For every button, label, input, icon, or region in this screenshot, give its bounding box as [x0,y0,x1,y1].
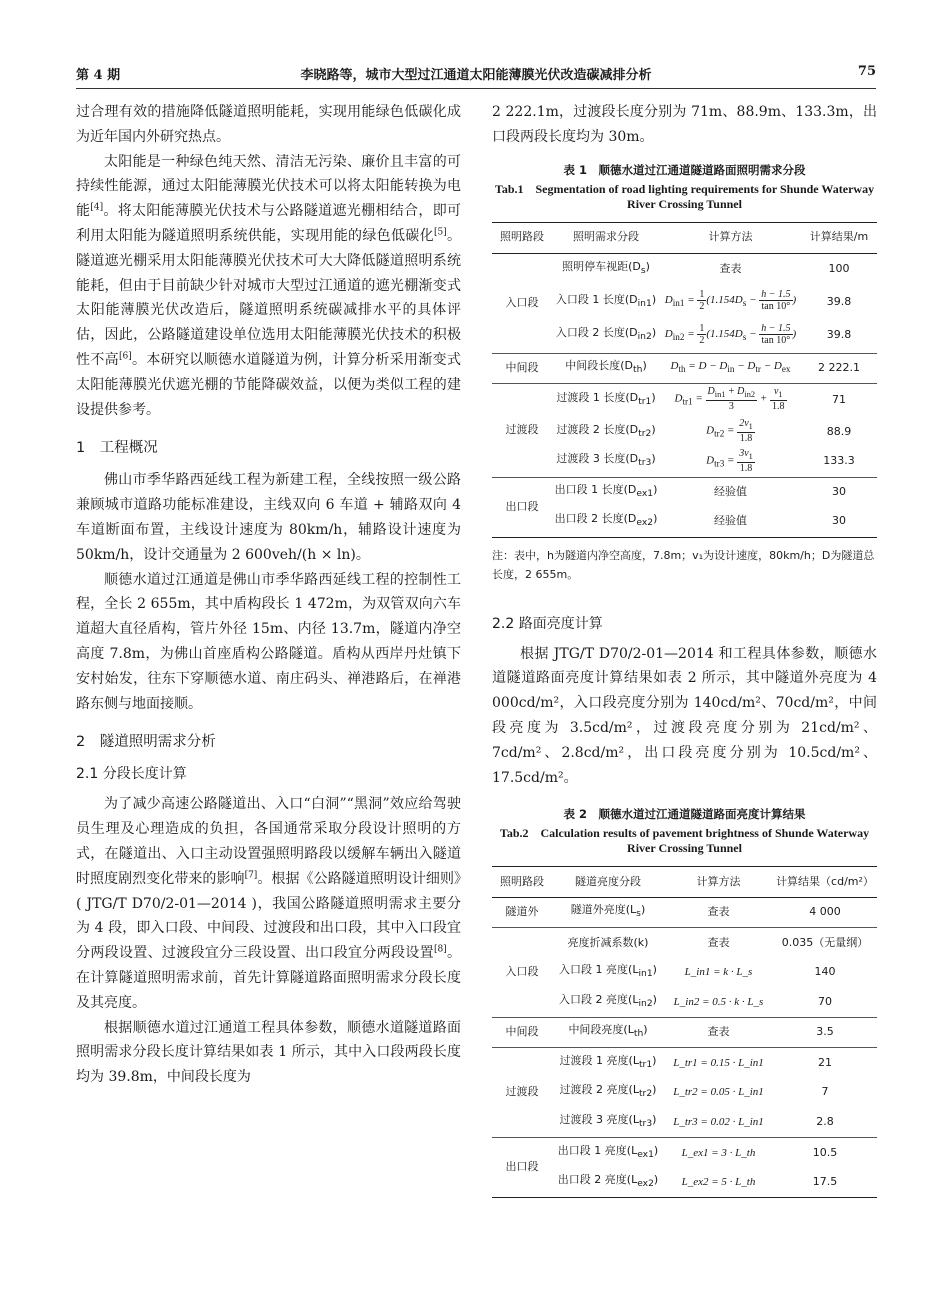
seg-sub: tr2 [638,1088,653,1100]
table-cell [552,1138,664,1168]
seg-end: ) [651,292,657,306]
table-cell [552,958,664,988]
seg-sub: in1 [637,297,652,309]
table-cell: 查表 [719,261,742,275]
seg-sub: tr1 [638,1058,653,1070]
seg-text: 入口段 2 亮度(L [559,993,639,1007]
table-cell: 4 000 [773,898,877,928]
table-cell [552,507,660,537]
seg-text: 隧道外亮度(L [570,903,637,917]
table-cell: 71 [832,392,846,406]
table-cell: 30 [832,484,846,498]
formula-cell: $D_{in2}$ = $\frac{1}{2}$ ($1.154D_s$ − $\frac{h - 1.5}{\tan 10^\circ}$ ) [660,319,801,353]
formula-cell: $D_{in1}$ = $\frac{1}{2}$ ($1.154D_s$ − $\frac{h - 1.5}{\tan 10^\circ}$ ) [664,289,797,313]
header-rule [76,88,876,89]
table-cell [552,417,660,447]
table-row [492,1138,877,1168]
table-row [492,928,877,958]
table-cell: 100 [828,261,850,275]
running-title: 李晓路等，城市大型过江通道太阳能薄膜光伏改造碳减排分析 [300,68,652,83]
table-cell [552,1048,664,1078]
seg-end: ) [653,512,658,526]
seg-sub: in2 [637,331,652,343]
table-cell [552,1168,664,1198]
seg-end: ) [640,903,646,917]
paragraph: 过合理有效的措施降低隧道照明能耗，实现用能绿色低碳化成为近年国内外研究热点。 [76,104,461,145]
formula-cell: L_tr3 = 0.02 · L_in1 [664,1108,773,1138]
section-heading: 2 隧道照明需求分析 [76,734,216,751]
table-row [492,1018,877,1048]
seg-end: ) [642,358,647,372]
seg-text: 照明停车视距(D [562,259,641,273]
seg-end: ) [652,963,657,977]
paragraph: 根据顺德水道过江通道工程具体参数，顺德水道隧道路面照明需求分段长度计算结果如表 1 所示，其中入口段两段长度均为 39.8m，中间段长度为 [76,1019,461,1086]
group-label: 中间段 [492,353,552,383]
seg-end: ) [651,422,656,436]
table-caption-en: Tab.2 Calculation results of pavement brightness of Shunde Waterway River Crossing Tunnel [499,826,870,856]
table-cell [552,447,660,477]
text-run: 太阳能是一种绿色纯天然、清洁无污染、廉价且丰富的可持续性能源，通过太阳能薄膜光伏技术可以将太阳能转换为电能 [76,153,461,220]
table-row [492,898,877,928]
subsection-heading: 2.2 路面亮度计算 [492,615,603,632]
seg-end: ) [651,326,657,340]
table-header-row [492,222,877,253]
seg-end: ) [645,259,650,273]
seg-text: 中间段长度(D [565,358,634,372]
seg-end: ) [653,1143,659,1157]
citation: [6] [118,351,132,362]
table-cell: 133.3 [801,447,877,477]
table-cell: 查表 [707,935,730,949]
table-cell: 经验值 [660,507,801,537]
seg-sub: tr3 [638,457,652,469]
seg-text: 出口段 2 亮度(L [557,1173,638,1187]
text-run: 。根据《公路隧道照明设计细则》( JTG/T D70/2-01—2014 )，我国公路隧道照明需求主要分为 4 段，即入口段、中间段、过渡段和出口段，其中入口段宜分两段设置、过渡段宜分三段设置、出口段宜分两段设置 [76,870,462,962]
table-cell: 亮度折减系数(k) [567,935,649,949]
table-cell: 2 222.1 [801,353,877,383]
table-header-cell: 隧道亮度分段 [552,867,664,898]
seg-text: 出口段 1 长度(D [554,482,637,496]
table-cell [552,383,660,417]
table-note: 注：表中，h为隧道内净空高度，7.8m；v₁为设计速度，80km/h；D为隧道总长度，2 655m。 [492,548,875,581]
table-cell: 3.5 [773,1018,877,1048]
seg-end: ) [651,390,656,404]
table-cell [552,477,660,507]
seg-sub: s [636,908,641,920]
table-cell [552,319,660,353]
table-caption-en: Tab.1 Segmentation of road lighting requirements for Shunde Waterway River Crossing Tunnel [494,181,875,211]
table-cell [552,1018,664,1048]
table-row [492,353,877,383]
section-heading: 1 工程概况 [76,440,158,457]
table-cell: 经验值 [714,484,747,498]
group-label: 过渡段 [492,1048,552,1138]
citation: [7] [244,870,258,881]
table-cell: 2.8 [773,1108,877,1138]
subsection-heading: 2.1 分段长度计算 [76,766,187,783]
seg-end: ) [652,1113,657,1127]
seg-text: 过渡段 1 长度(D [556,390,639,404]
table-header-cell: 照明需求分段 [552,222,660,253]
formula-cell: L_tr2 = 0.05 · L_in1 [673,1086,764,1099]
table-cell: 0.035（无量纲） [781,935,869,949]
table-header-cell: 计算结果/m [801,222,877,253]
formula-cell: L_tr1 = 0.15 · L_in1 [673,1056,764,1069]
table-cell [552,988,664,1018]
table-cell [552,285,660,319]
group-label: 过渡段 [492,383,552,477]
text-run: 为了减少高速公路隧道出、入口“白洞”“黑洞”效应给驾驶员生理及心理造成的负担，各国通常采取分段设计照明的方式，在隧道出、入口主动设置强照明路段以缓解车辆出入隧道时照度剧烈变化带来的影响 [76,796,461,887]
table-cell [552,253,660,285]
seg-sub: s [640,265,646,277]
table-2 [492,866,877,1198]
table-cell: 140 [814,965,836,979]
seg-text: 过渡段 3 长度(D [556,452,639,466]
seg-end: ) [652,1083,657,1097]
group-label: 出口段 [492,1138,552,1198]
seg-text: 过渡段 2 长度(D [556,422,639,436]
formula-cell: $D_{tr2}$ = $\frac{2v_1}{1.8}$ [706,417,753,444]
seg-sub: in1 [638,968,653,980]
text-run: 。隧道遮光棚采用太阳能薄膜光伏技术可大大降低隧道照明系统能耗，但由于目前缺少针对城市大型过江通道的遮光棚渐变式太阳能薄膜光伏改造后，隧道照明系统碳减排水平的具体评估，因此，公路隧道建设单位选用太阳能薄膜光伏技术的积极性不高 [76,227,462,368]
formula-cell: $D_{tr1}$ = $\frac{D_{in1} + D_{in2}}{3}$ + $\frac{v_1}{1.8}$ [674,386,785,413]
running-header [76,64,876,86]
seg-sub: ex1 [636,488,654,500]
seg-sub: th [633,363,643,375]
seg-text: 中间段亮度(L [568,1023,634,1037]
table-row [492,477,877,507]
table-header-cell: 计算结果（cd/m²） [773,867,877,898]
table-cell [552,898,664,928]
seg-sub: tr1 [638,396,652,408]
table-1 [492,222,877,538]
citation: [8] [433,944,447,955]
seg-text: 过渡段 3 亮度(L [559,1113,639,1127]
text-run: 。本研究以顺德水道隧道为例，计算分析采用渐变式太阳能薄膜光伏遮光棚的节能降碳效益，以便为类似工程的建设提供参考。 [76,351,461,418]
table-header-cell: 计算方法 [660,222,801,253]
paragraph: 顺德水道过江通道是佛山市季华路西延线工程的控制性工程，全长 2 655m，其中盾构段长 1 472m，为双管双向六车道超大直径盾构，管片外径 15m、内径 13.7m，隧道内净空高度 7.8m，为佛山首座盾构公路隧道。盾构从西岸丹灶镇下安村始发，往东下穿顺德水道、南庄码头、禅港路后，在禅港路东侧与地面接顺。 [76,571,461,712]
paragraph [76,150,461,423]
paragraph: 佛山市季华路西延线工程为新建工程，全线按照一级公路兼顾城市道路功能标准建设，主线双向 6 车道 + 辅路双向 4 车道断面布置，主线设计速度为 80km/h，辅路设计速度为 50km/h，设计交通量为 2 600veh/(h × ln)。 [76,472,461,563]
table-header-cell: 照明路段 [492,867,552,898]
table-header-cell: 计算方法 [664,867,773,898]
page-number: 75 [857,64,876,79]
table-cell: 30 [801,507,877,537]
table-row [492,253,877,285]
formula-cell: L_ex2 = 5 · L_th [664,1168,773,1198]
table-cell: 17.5 [773,1168,877,1198]
table-row [492,1048,877,1078]
seg-end: ) [652,1053,657,1067]
group-label: 入口段 [492,253,552,353]
right-column [492,100,877,1198]
seg-sub: ex2 [637,1178,654,1190]
seg-sub: ex2 [636,517,654,529]
seg-sub: th [633,1028,644,1040]
seg-sub: tr3 [638,1118,653,1130]
formula-cell: $D_{th} = D - D_{in} - D_{tr} - D_{ex}$ [660,353,801,383]
paragraph: 2 222.1m，过渡段长度分别为 71m、88.9m、133.3m，出口段两段长度均为 30m。 [492,104,877,145]
citation: [4] [90,202,104,213]
paragraph: 根据 JTG/T D70/2-01—2014 和工程具体参数，顺德水道隧道路面亮度计算结果如表 2 所示，其中隧道外亮度为 4 000cd/m²，入口段亮度分别为 140cd/m²、70cd/m²，中间段亮度为 3.5cd/m²，过渡段亮度分别为 21cd/m²、7cd/m²、2.8cd/m²，出口段亮度分别为 10.5cd/m²、17.5cd/m²。 [492,645,877,786]
table-cell: 39.8 [801,319,877,353]
table-cell [552,1108,664,1138]
group-label: 入口段 [492,928,552,1018]
table-cell [552,1078,664,1108]
issue-number: 第 4 期 [76,68,121,83]
group-label: 隧道外 [492,898,552,928]
table-cell [552,353,660,383]
seg-sub: in2 [638,998,653,1010]
text-run: 。将太阳能薄膜光伏技术与公路隧道遮光棚相结合，即可利用太阳能为隧道照明系统供能，实现用能的绿色低碳化 [76,203,462,244]
seg-end: ) [653,482,658,496]
seg-text: 过渡段 2 亮度(L [559,1083,639,1097]
citation: [5] [433,227,447,238]
seg-text: 入口段 1 亮度(L [559,963,639,977]
table-cell: 21 [818,1055,832,1069]
seg-end: ) [653,1173,659,1187]
table-cell: 39.8 [826,294,852,308]
seg-text: 出口段 2 长度(D [554,512,637,526]
seg-text: 入口段 1 长度(D [555,292,638,306]
table-cell: 查表 [664,898,773,928]
table-cell: 10.5 [812,1145,838,1159]
seg-sub: ex1 [637,1148,654,1160]
formula-cell: L_in2 = 0.5 · k · L_s [664,988,773,1018]
table-cell: 查表 [664,1018,773,1048]
formula-cell: L_ex1 = 3 · L_th [681,1146,756,1159]
table-cell: 70 [773,988,877,1018]
formula-cell: $D_{tr3}$ = $\frac{3v_1}{1.8}$ [660,447,801,477]
seg-end: ) [652,993,657,1007]
seg-sub: tr2 [638,427,652,439]
group-label: 出口段 [492,477,552,537]
text-run: 。在计算隧道照明需求前，首先计算隧道路面照明需求分段长度及其亮度。 [76,945,462,1011]
table-header-cell: 照明路段 [492,222,552,253]
table-cell: 88.9 [826,424,852,438]
table-header-row [492,867,877,898]
seg-text: 过渡段 1 亮度(L [559,1053,639,1067]
paragraph [76,792,461,1015]
table-caption-cn: 表 2 顺德水道过江通道隧道路面亮度计算结果 [563,807,806,822]
formula-cell: L_in1 = k · L_s [684,966,753,979]
table-caption-cn: 表 1 顺德水道过江通道隧道路面照明需求分段 [563,162,806,177]
left-column [76,100,461,1090]
seg-text: 入口段 2 长度(D [555,326,638,340]
table-cell: 7 [821,1085,829,1099]
seg-end: ) [643,1023,648,1037]
table-row [492,383,877,417]
seg-text: 出口段 1 亮度(L [557,1143,638,1157]
seg-end: ) [651,452,656,466]
group-label: 中间段 [492,1018,552,1048]
